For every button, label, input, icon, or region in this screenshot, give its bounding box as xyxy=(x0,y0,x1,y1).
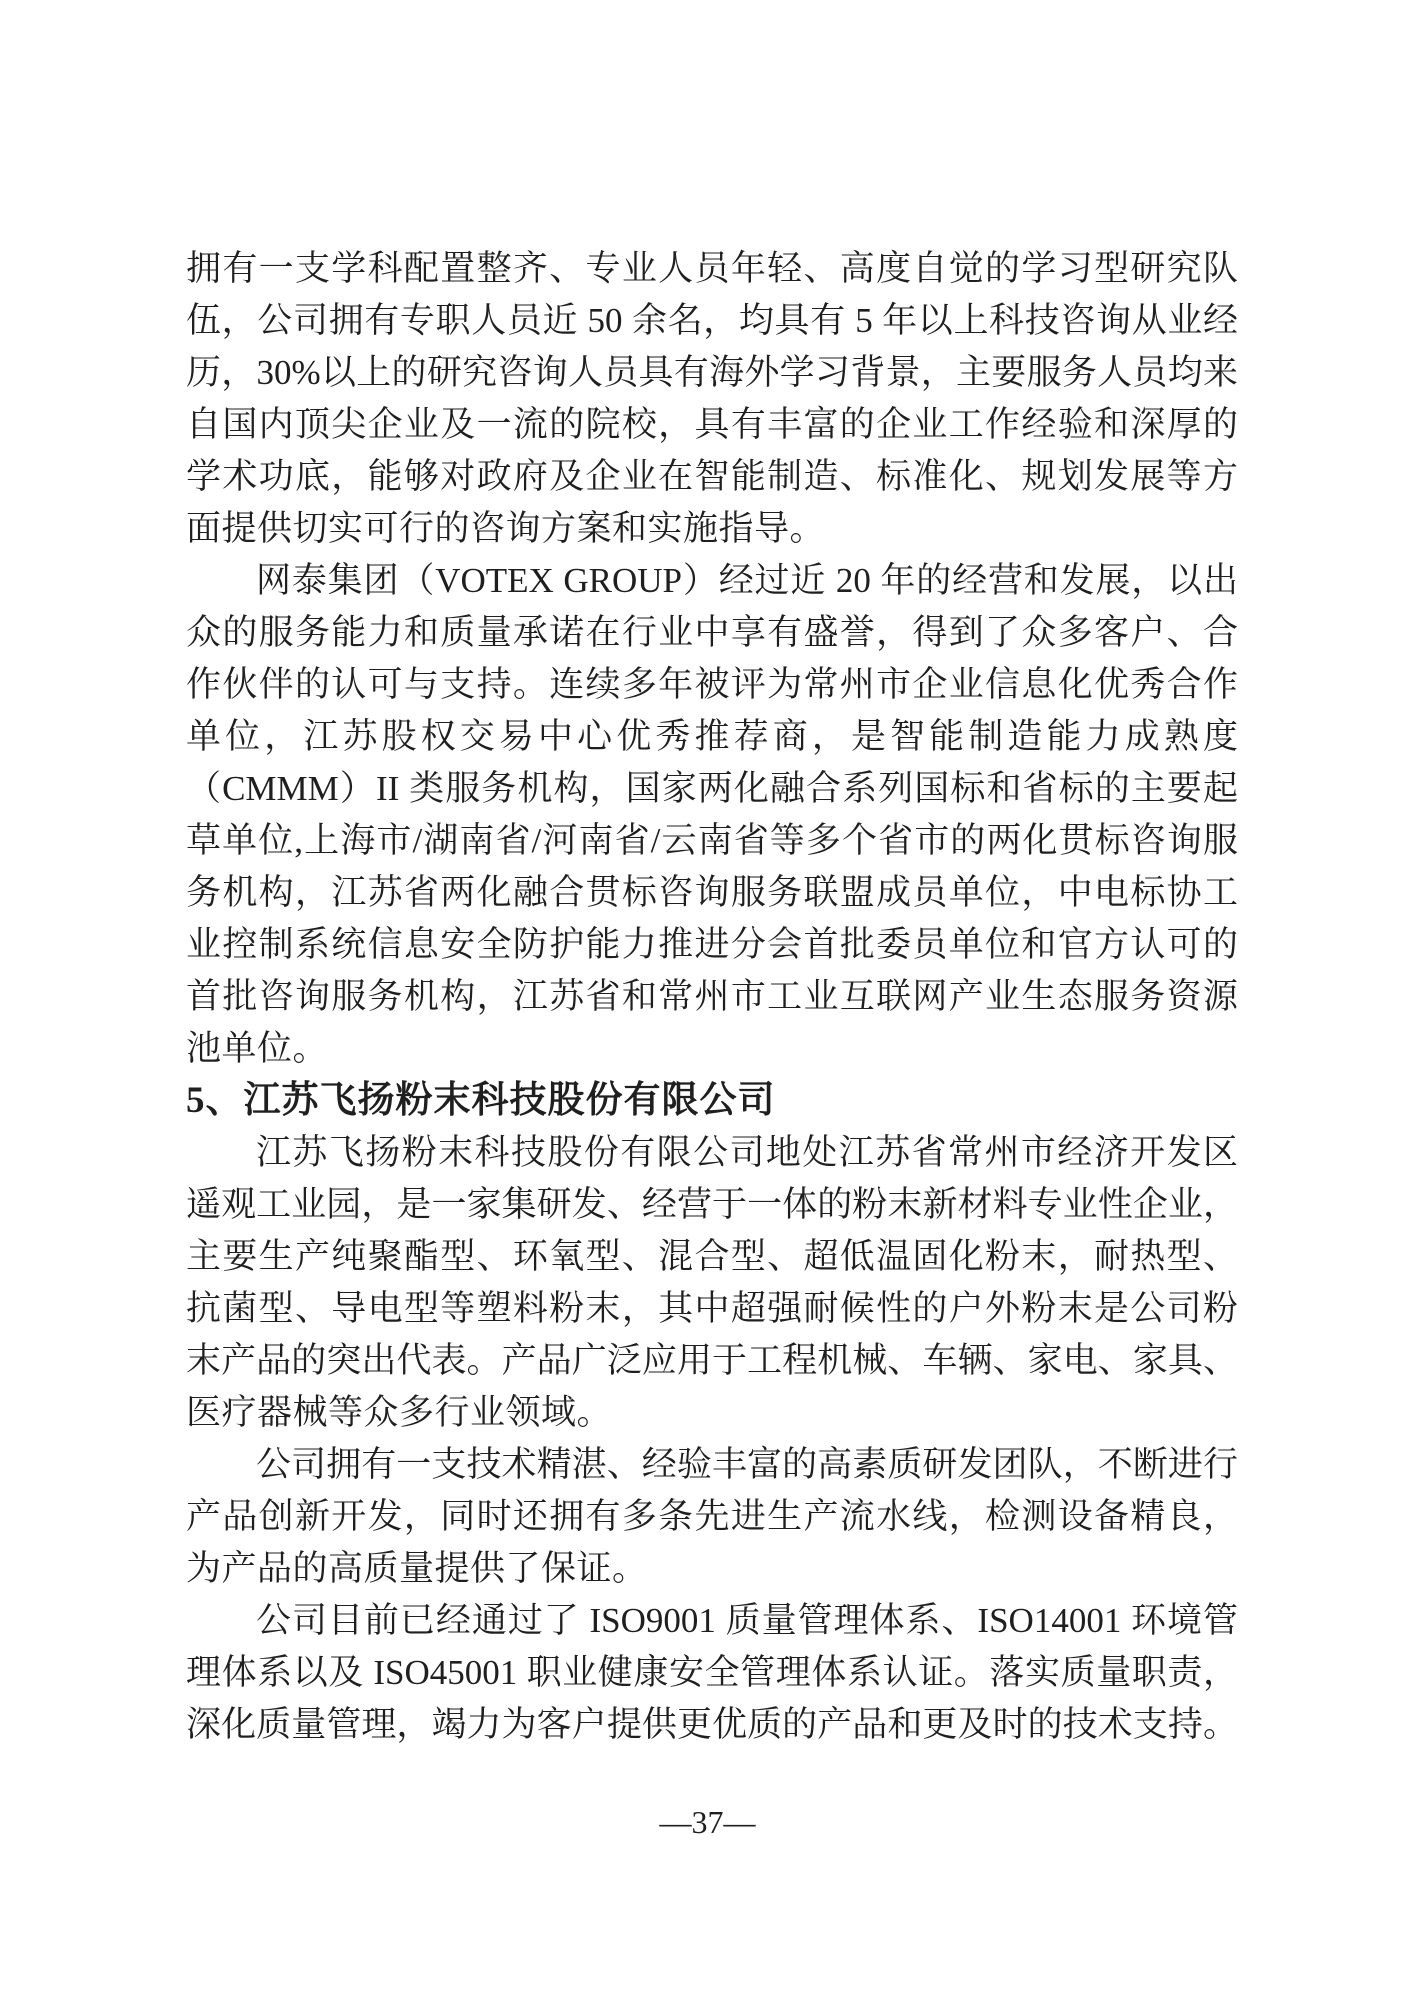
text-line: 拥有一支学科配置整齐、专业人员年轻、高度自觉的学习型研究队 xyxy=(186,249,1238,288)
text-line: 公司目前已经通过了 ISO9001 质量管理体系、ISO14001 环境管 xyxy=(256,1601,1238,1640)
text-line: 首批咨询服务机构，江苏省和常州市工业互联网产业生态服务资源 xyxy=(186,977,1238,1016)
text-line: 草单位,上海市/湖南省/河南省/云南省等多个省市的两化贯标咨询服 xyxy=(186,821,1238,860)
text-line: 公司拥有一支技术精湛、经验丰富的高素质研发团队，不断进行 xyxy=(256,1445,1238,1484)
text-line: 作伙伴的认可与支持。连续多年被评为常州市企业信息化优秀合作 xyxy=(186,665,1238,704)
text-line: 自国内顶尖企业及一流的院校，具有丰富的企业工作经验和深厚的 xyxy=(186,405,1238,444)
text-line: 深化质量管理，竭力为客户提供更优质的产品和更及时的技术支持。 xyxy=(186,1705,1238,1744)
text-line: 历，30%以上的研究咨询人员具有海外学习背景，主要服务人员均来 xyxy=(186,353,1238,392)
page-number: —37— xyxy=(659,1804,756,1840)
document-content xyxy=(186,243,1238,1751)
text-line: 池单位。 xyxy=(186,1029,329,1068)
text-line: 主要生产纯聚酯型、环氧型、混合型、超低温固化粉末，耐热型、 xyxy=(186,1237,1238,1276)
text-line: 学术功底，能够对政府及企业在智能制造、标准化、规划发展等方 xyxy=(186,457,1238,496)
section-heading: 5、江苏飞扬粉末科技股份有限公司 xyxy=(186,1080,776,1121)
text-line: 产品创新开发，同时还拥有多条先进生产流水线，检测设备精良， xyxy=(186,1497,1238,1536)
text-line: 务机构，江苏省两化融合贯标咨询服务联盟成员单位，中电标协工 xyxy=(186,873,1238,912)
text-line: 伍，公司拥有专职人员近 50 余名，均具有 5 年以上科技咨询从业经 xyxy=(186,301,1238,340)
text-line: （CMMM）II 类服务机构，国家两化融合系列国标和省标的主要起 xyxy=(186,769,1238,808)
text-line: 面提供切实可行的咨询方案和实施指导。 xyxy=(186,509,826,548)
text-line: 业控制系统信息安全防护能力推进分会首批委员单位和官方认可的 xyxy=(186,925,1238,964)
text-line: 末产品的突出代表。产品广泛应用于工程机械、车辆、家电、家具、 xyxy=(186,1341,1238,1380)
text-line: 为产品的高质量提供了保证。 xyxy=(186,1549,648,1588)
text-line: 抗菌型、导电型等塑料粉末，其中超强耐候性的户外粉末是公司粉 xyxy=(186,1289,1238,1328)
text-line: 众的服务能力和质量承诺在行业中享有盛誉，得到了众多客户、合 xyxy=(186,613,1238,652)
text-line: 网泰集团（VOTEX GROUP）经过近 20 年的经营和发展，以出 xyxy=(256,561,1238,600)
text-line: 理体系以及 ISO45001 职业健康安全管理体系认证。落实质量职责， xyxy=(186,1653,1238,1692)
text-line: 遥观工业园，是一家集研发、经营于一体的粉末新材料专业性企业， xyxy=(186,1185,1238,1224)
text-line: 单位，江苏股权交易中心优秀推荐商，是智能制造能力成熟度 xyxy=(186,717,1238,756)
text-line: 江苏飞扬粉末科技股份有限公司地处江苏省常州市经济开发区 xyxy=(256,1133,1238,1172)
text-line: 医疗器械等众多行业领域。 xyxy=(186,1393,613,1432)
